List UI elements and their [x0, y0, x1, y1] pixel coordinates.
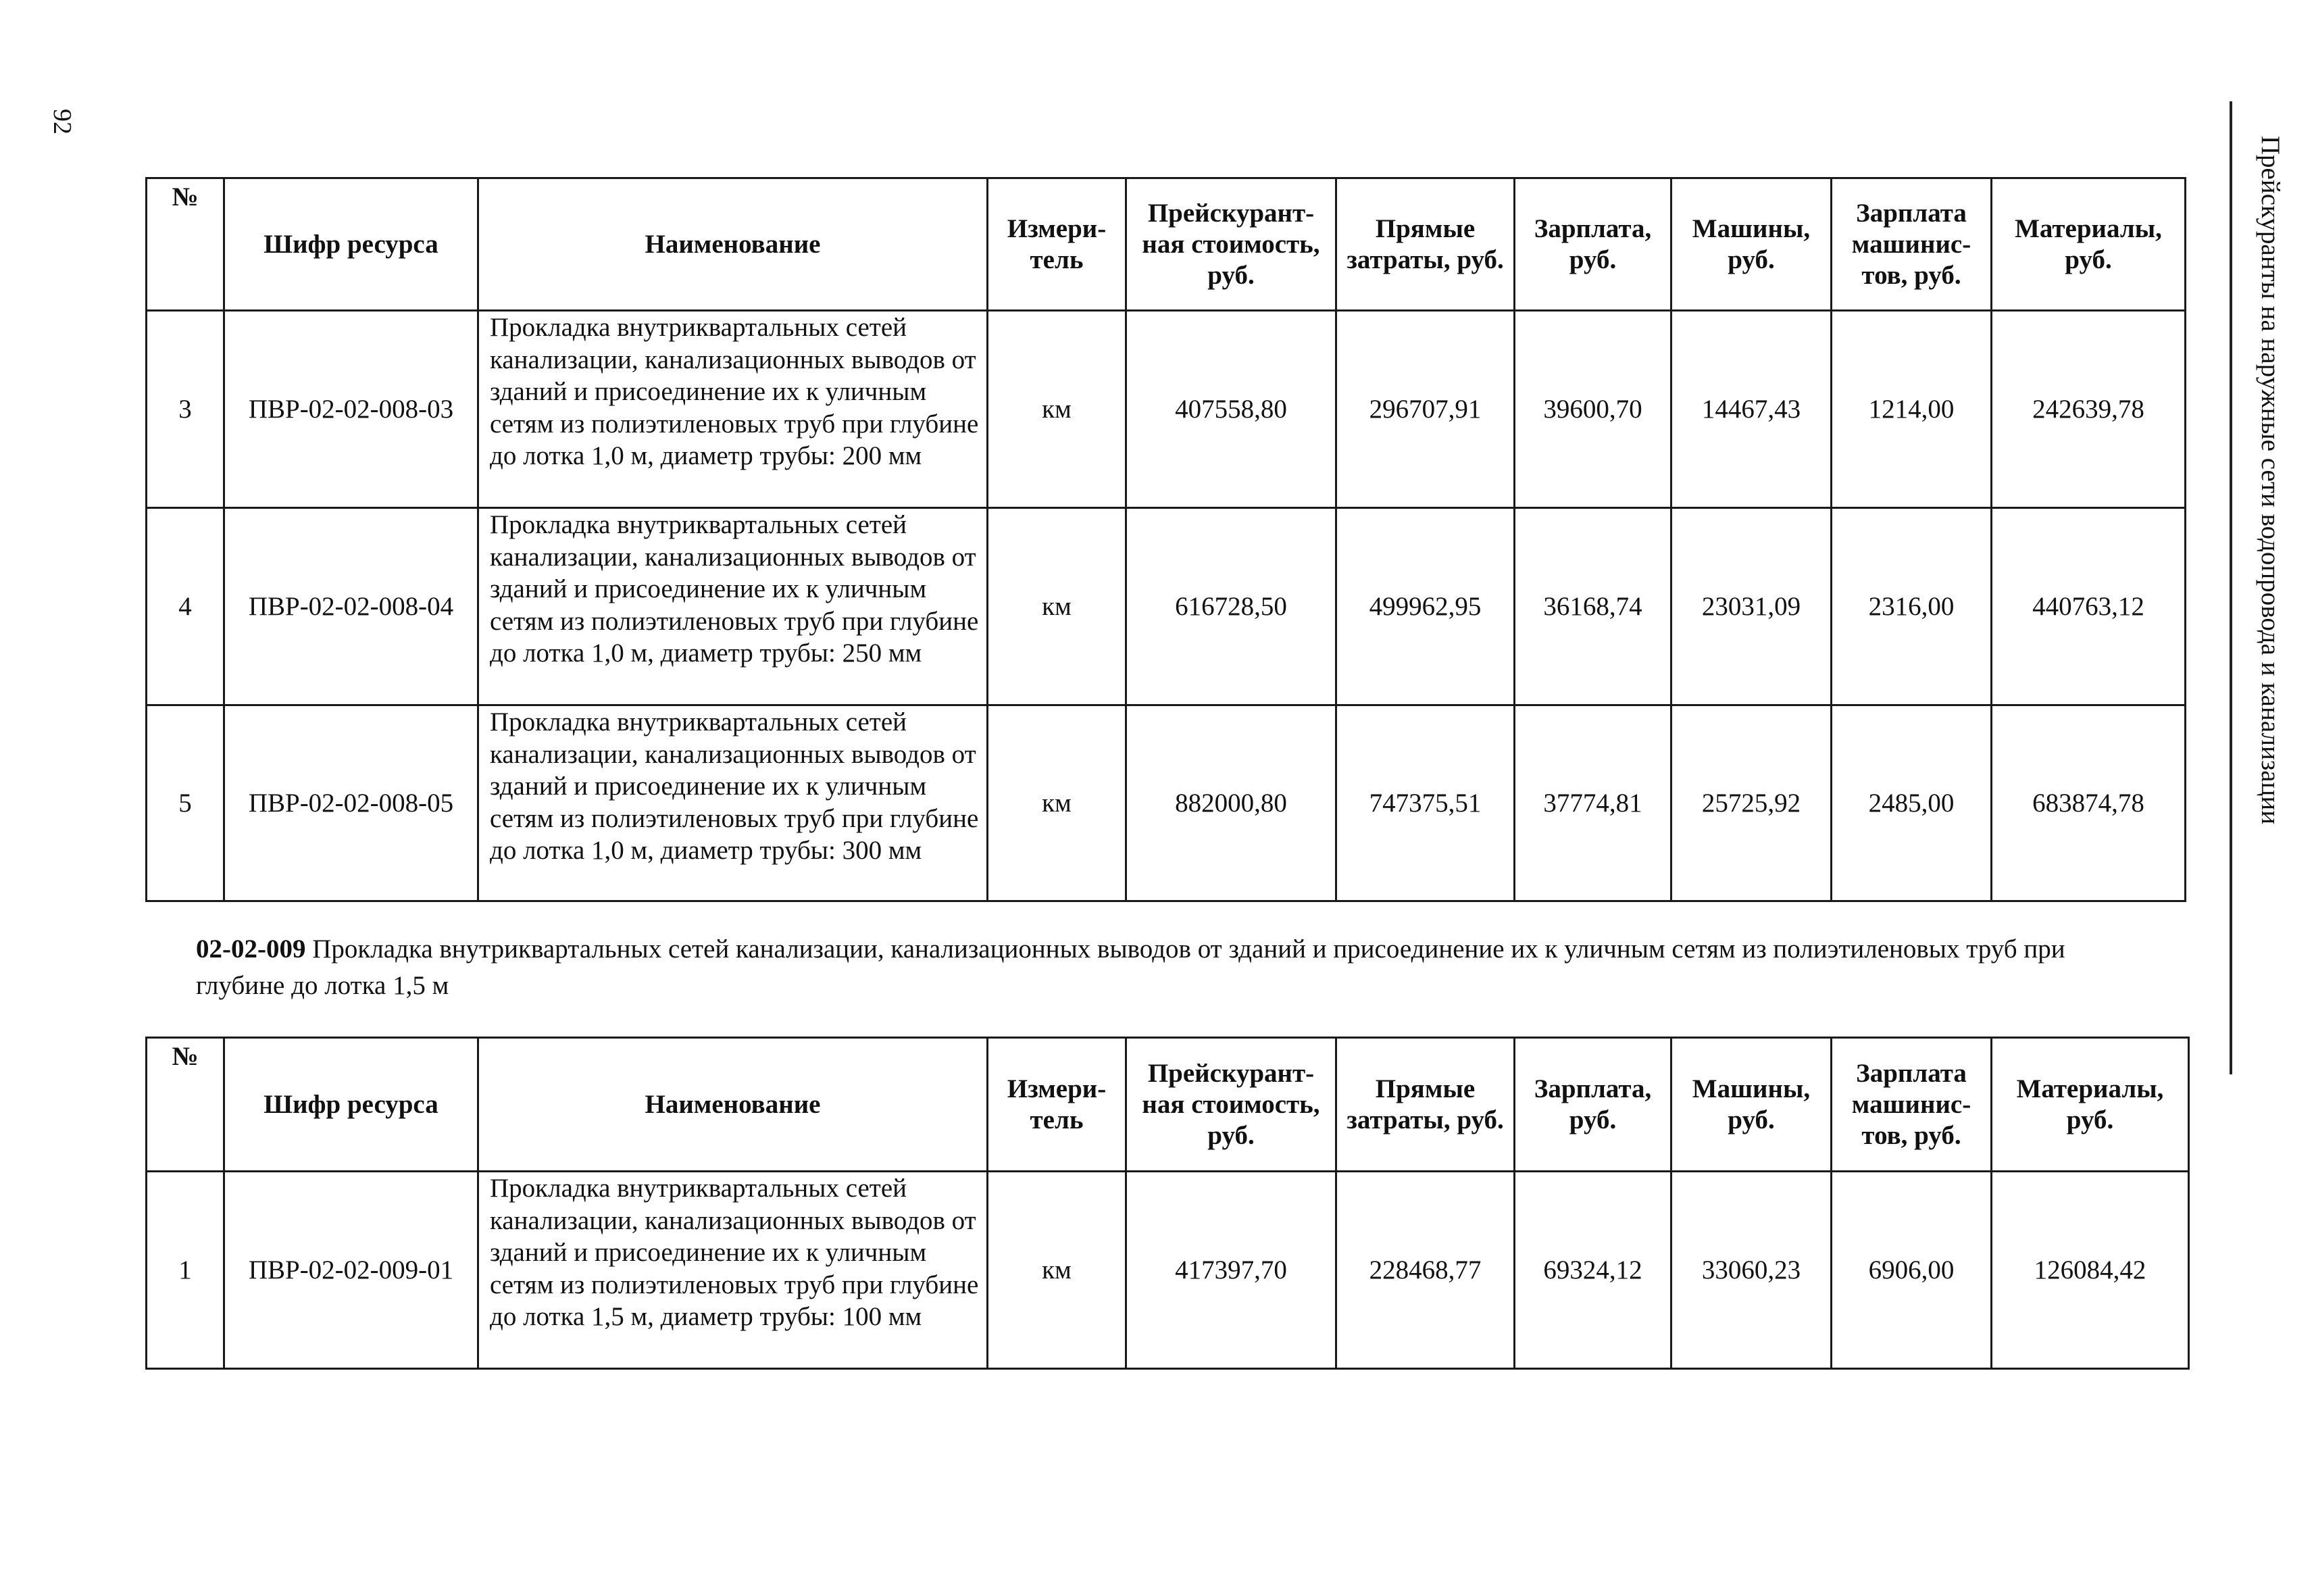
cell-num: 4: [147, 508, 224, 705]
header-operator-salary: Зарплата машинис-тов, руб.: [1832, 178, 1992, 311]
table-row: [147, 508, 2186, 705]
cell-price: 407558,80: [1126, 311, 1336, 508]
cell-name: Прокладка внутриквартальных сетей канализации, канализационных выводов от зданий и присоединение их к уличным сетям из полиэтиленовых труб при глубине до лотка 1,5 м, диаметр трубы: 100 мм: [478, 1172, 988, 1369]
header-salary: Зарплата, руб.: [1515, 178, 1671, 311]
cell-materials: 440763,12: [1992, 508, 2186, 705]
cell-price: 882000,80: [1126, 705, 1336, 901]
cell-salary: 39600,70: [1515, 311, 1671, 508]
cell-num: 1: [147, 1172, 224, 1369]
cell-code: ПВР-02-02-008-04: [224, 508, 478, 705]
header-num: №: [147, 1038, 224, 1172]
header-machines: Машины, руб.: [1671, 178, 1832, 311]
header-code: Шифр ресурса: [224, 1038, 478, 1172]
cell-price: 616728,50: [1126, 508, 1336, 705]
table-header-row: [147, 1038, 2189, 1172]
cell-code: ПВР-02-02-008-03: [224, 311, 478, 508]
header-materials: Материалы, руб.: [1992, 178, 2186, 311]
running-title-text: Прейскуранты на наружные сети водопровода и канализации: [2256, 135, 2286, 824]
cell-machines: 33060,23: [1671, 1172, 1832, 1369]
page-number: 92: [48, 109, 76, 134]
cell-materials: 126084,42: [1992, 1172, 2189, 1369]
cell-name: Прокладка внутриквартальных сетей канализации, канализационных выводов от зданий и присоединение их к уличным сетям из полиэтиленовых труб при глубине до лотка 1,0 м, диаметр трубы: 250 мм: [478, 508, 988, 705]
header-price: Прейскурант-ная стоимость, руб.: [1126, 1038, 1336, 1172]
cell-operator-salary: 6906,00: [1832, 1172, 1992, 1369]
header-salary: Зарплата, руб.: [1515, 1038, 1671, 1172]
cell-price: 417397,70: [1126, 1172, 1336, 1369]
price-table-1: [145, 177, 2186, 902]
cell-direct: 499962,95: [1336, 508, 1515, 705]
cell-salary: 37774,81: [1515, 705, 1671, 901]
header-price: Прейскурант-ная стоимость, руб.: [1126, 178, 1336, 311]
cell-materials: 683874,78: [1992, 705, 2186, 901]
cell-direct: 296707,91: [1336, 311, 1515, 508]
cell-name: Прокладка внутриквартальных сетей канализации, канализационных выводов от зданий и присоединение их к уличным сетям из полиэтиленовых труб при глубине до лотка 1,0 м, диаметр трубы: 300 мм: [478, 705, 988, 901]
header-name: Наименование: [478, 1038, 988, 1172]
section-heading: [196, 931, 2155, 1004]
cell-direct: 228468,77: [1336, 1172, 1515, 1369]
section-code: 02-02-009: [196, 934, 306, 964]
running-title-rule: [2230, 101, 2232, 1074]
header-machines: Машины, руб.: [1671, 1038, 1832, 1172]
header-unit: Измери-тель: [988, 178, 1126, 311]
cell-num: 5: [147, 705, 224, 901]
header-operator-salary: Зарплата машинис-тов, руб.: [1832, 1038, 1992, 1172]
cell-machines: 23031,09: [1671, 508, 1832, 705]
header-name: Наименование: [478, 178, 988, 311]
cell-unit: км: [988, 1172, 1126, 1369]
cell-code: ПВР-02-02-008-05: [224, 705, 478, 901]
table-header-row: [147, 178, 2186, 311]
cell-operator-salary: 2485,00: [1832, 705, 1992, 901]
cell-materials: 242639,78: [1992, 311, 2186, 508]
cell-machines: 25725,92: [1671, 705, 1832, 901]
cell-operator-salary: 1214,00: [1832, 311, 1992, 508]
header-num: №: [147, 178, 224, 311]
cell-unit: км: [988, 311, 1126, 508]
cell-direct: 747375,51: [1336, 705, 1515, 901]
section-title: Прокладка внутриквартальных сетей канализации, канализационных выводов от зданий и присоединение их к уличным сетям из полиэтиленовых труб при глубине до лотка 1,5 м: [196, 934, 2065, 1000]
table-row: [147, 705, 2186, 901]
cell-salary: 36168,74: [1515, 508, 1671, 705]
price-table-2: [145, 1037, 2190, 1370]
header-materials: Материалы, руб.: [1992, 1038, 2189, 1172]
cell-code: ПВР-02-02-009-01: [224, 1172, 478, 1369]
table-row: [147, 311, 2186, 508]
cell-unit: км: [988, 705, 1126, 901]
header-unit: Измери-тель: [988, 1038, 1126, 1172]
cell-operator-salary: 2316,00: [1832, 508, 1992, 705]
cell-name: Прокладка внутриквартальных сетей канализации, канализационных выводов от зданий и присоединение их к уличным сетям из полиэтиленовых труб при глубине до лотка 1,0 м, диаметр трубы: 200 мм: [478, 311, 988, 508]
running-title: [2240, 108, 2301, 851]
header-direct: Прямые затраты, руб.: [1336, 178, 1515, 311]
cell-machines: 14467,43: [1671, 311, 1832, 508]
table-row: [147, 1172, 2189, 1369]
cell-unit: км: [988, 508, 1126, 705]
cell-salary: 69324,12: [1515, 1172, 1671, 1369]
header-code: Шифр ресурса: [224, 178, 478, 311]
cell-num: 3: [147, 311, 224, 508]
header-direct: Прямые затраты, руб.: [1336, 1038, 1515, 1172]
